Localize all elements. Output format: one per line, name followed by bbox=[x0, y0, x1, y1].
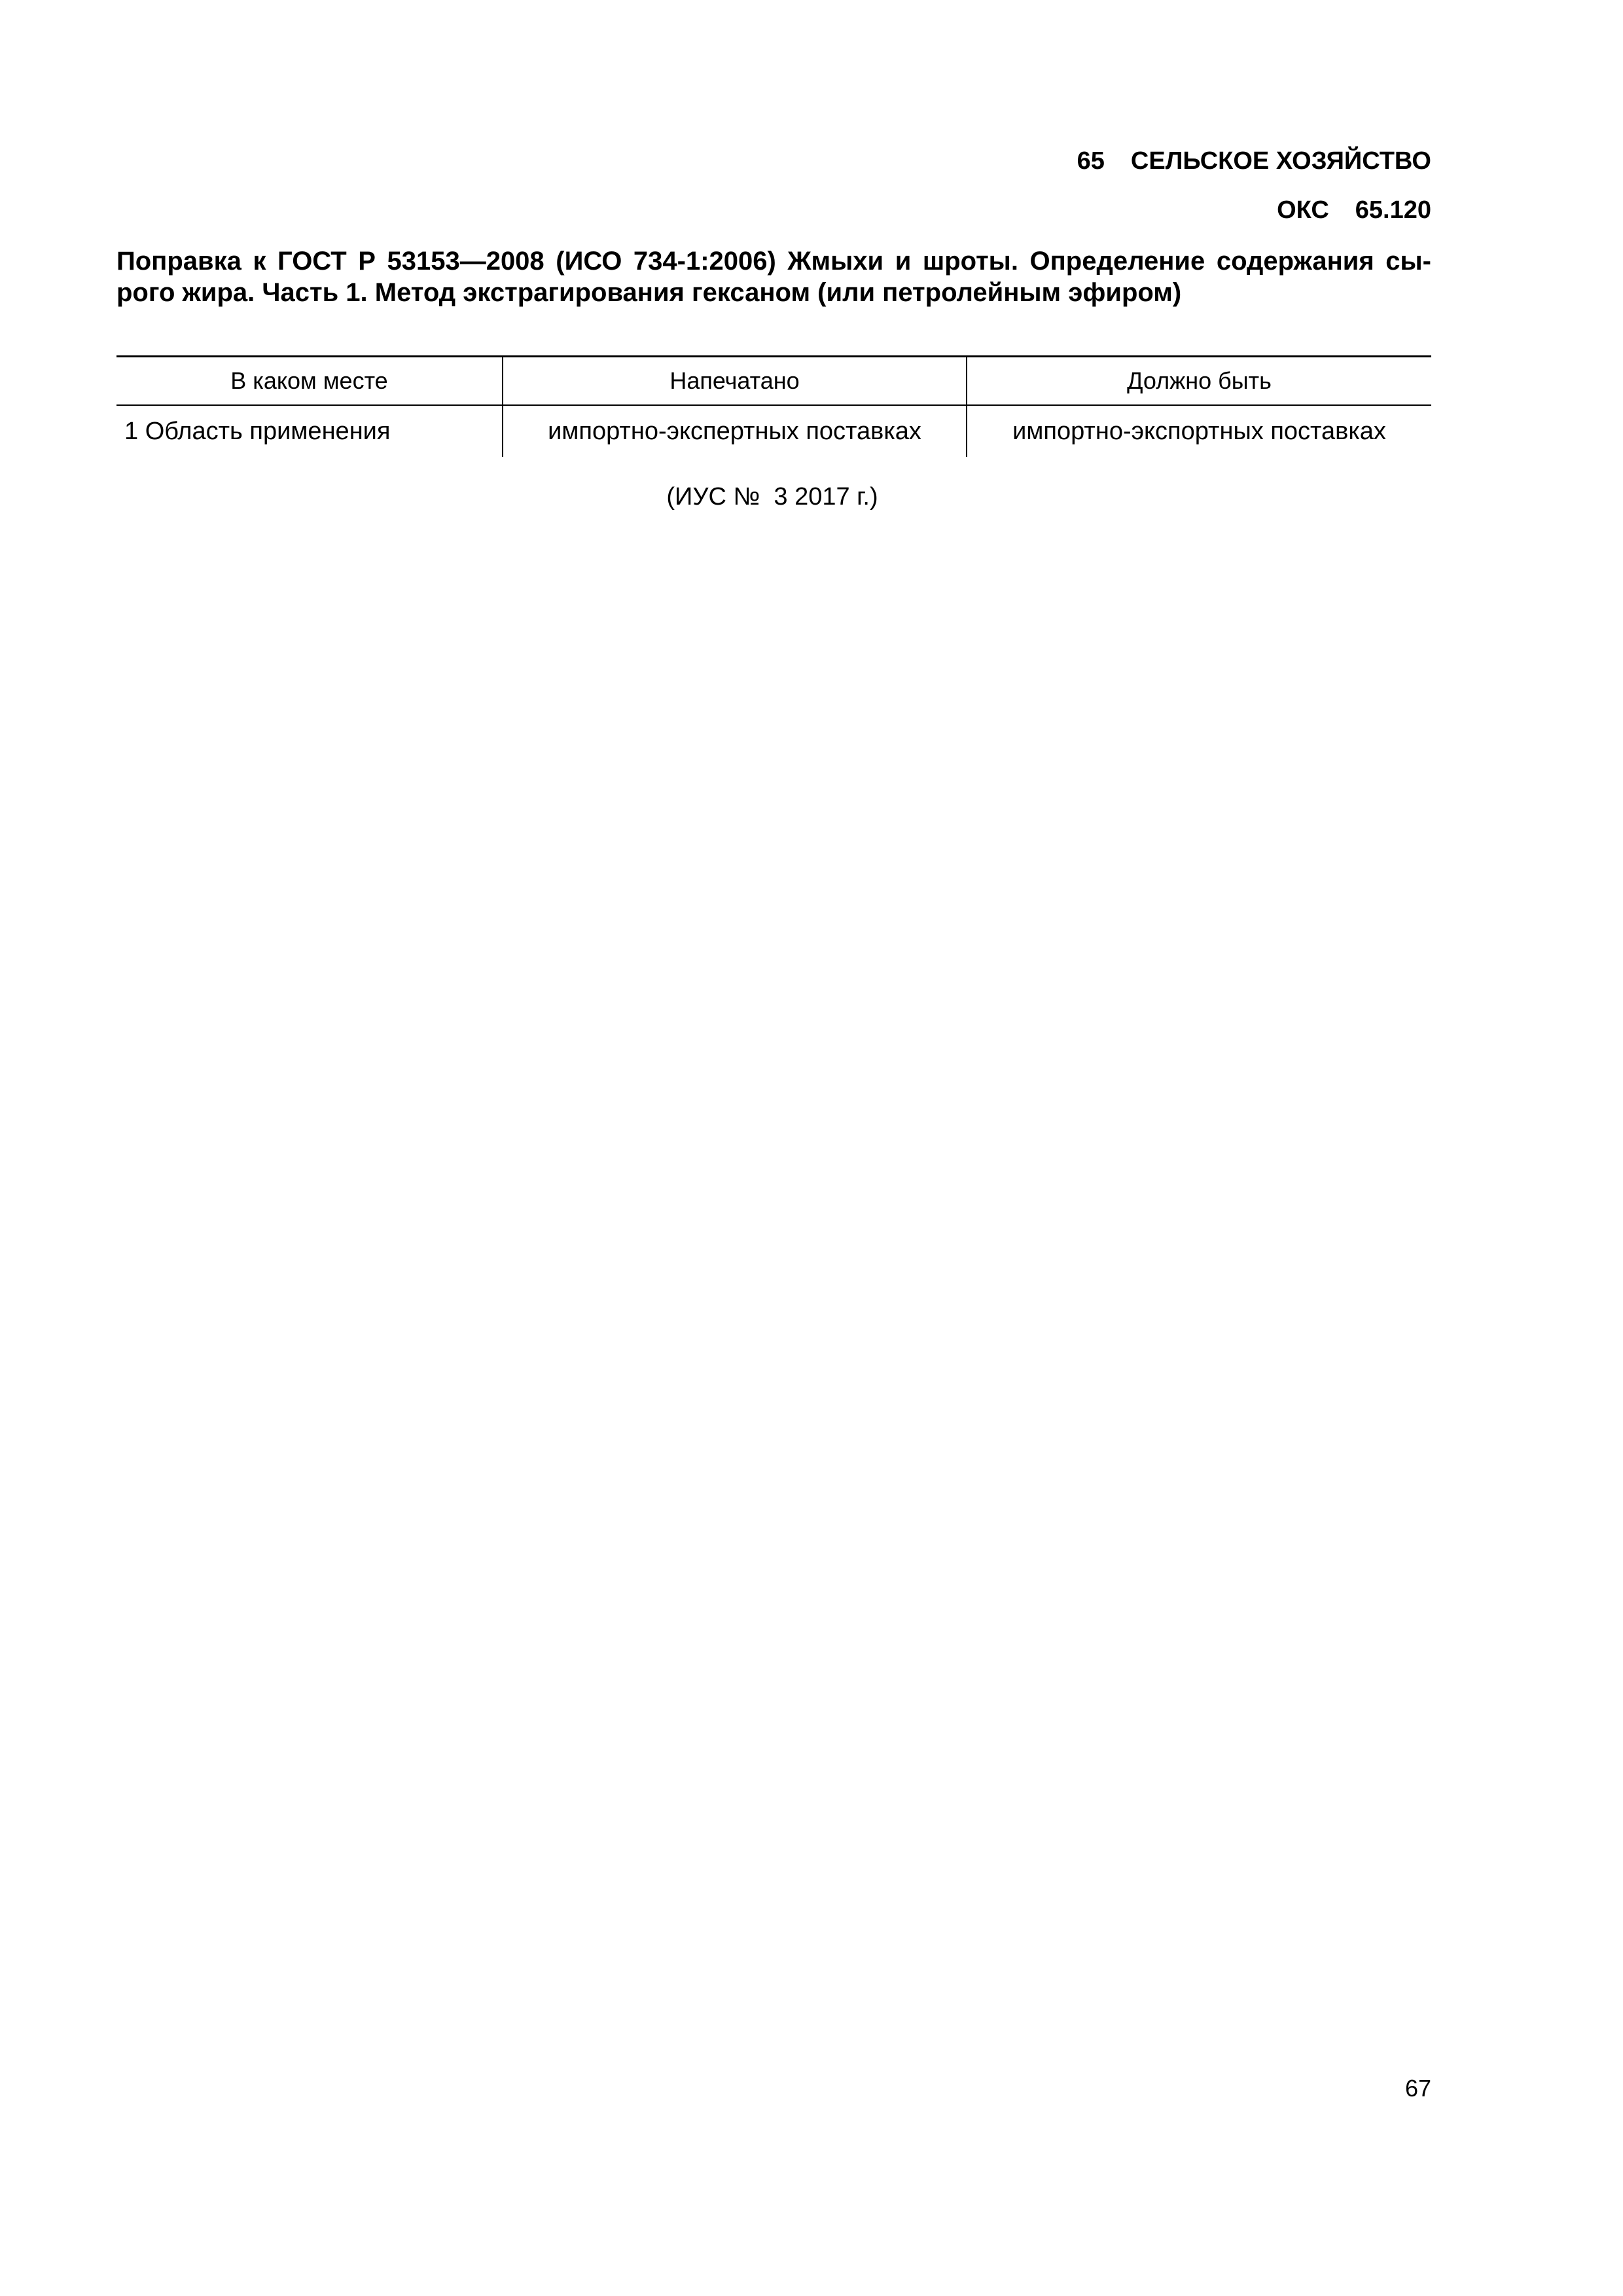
column-header-place: В каком месте bbox=[116, 357, 503, 406]
page-number: 67 bbox=[1404, 2075, 1431, 2102]
oks-code: 65.120 bbox=[1355, 196, 1431, 224]
oks-label: ОКС bbox=[1277, 196, 1329, 224]
section-heading bbox=[1077, 147, 1431, 175]
document-title bbox=[116, 245, 1431, 308]
oks-classification bbox=[1277, 196, 1431, 224]
cell-should-be: импортно-экспортных поставках bbox=[967, 405, 1431, 457]
table-header-row bbox=[116, 357, 1431, 406]
title-line-1: Поправка к ГОСТ Р 53153—2008 (ИСО 734-1:2006) Жмыхи и шроты. Определение содержания сы- bbox=[116, 247, 1431, 276]
errata-table bbox=[116, 355, 1431, 457]
title-line-2: рого жира. Часть 1. Метод экстрагирования гексаном (или петролейным эфиром) bbox=[116, 278, 1182, 307]
cell-place: 1 Область применения bbox=[124, 417, 391, 445]
section-number: 65 bbox=[1077, 147, 1105, 175]
column-header-should-be: Должно быть bbox=[967, 357, 1431, 406]
issue-reference: (ИУС № 3 2017 г.) bbox=[666, 483, 878, 511]
section-title: СЕЛЬСКОЕ ХОЗЯЙСТВО bbox=[1130, 147, 1431, 175]
table-row bbox=[116, 405, 1431, 457]
column-header-printed: Напечатано bbox=[503, 357, 967, 406]
cell-printed: импортно-экспертных поставках bbox=[503, 405, 967, 457]
